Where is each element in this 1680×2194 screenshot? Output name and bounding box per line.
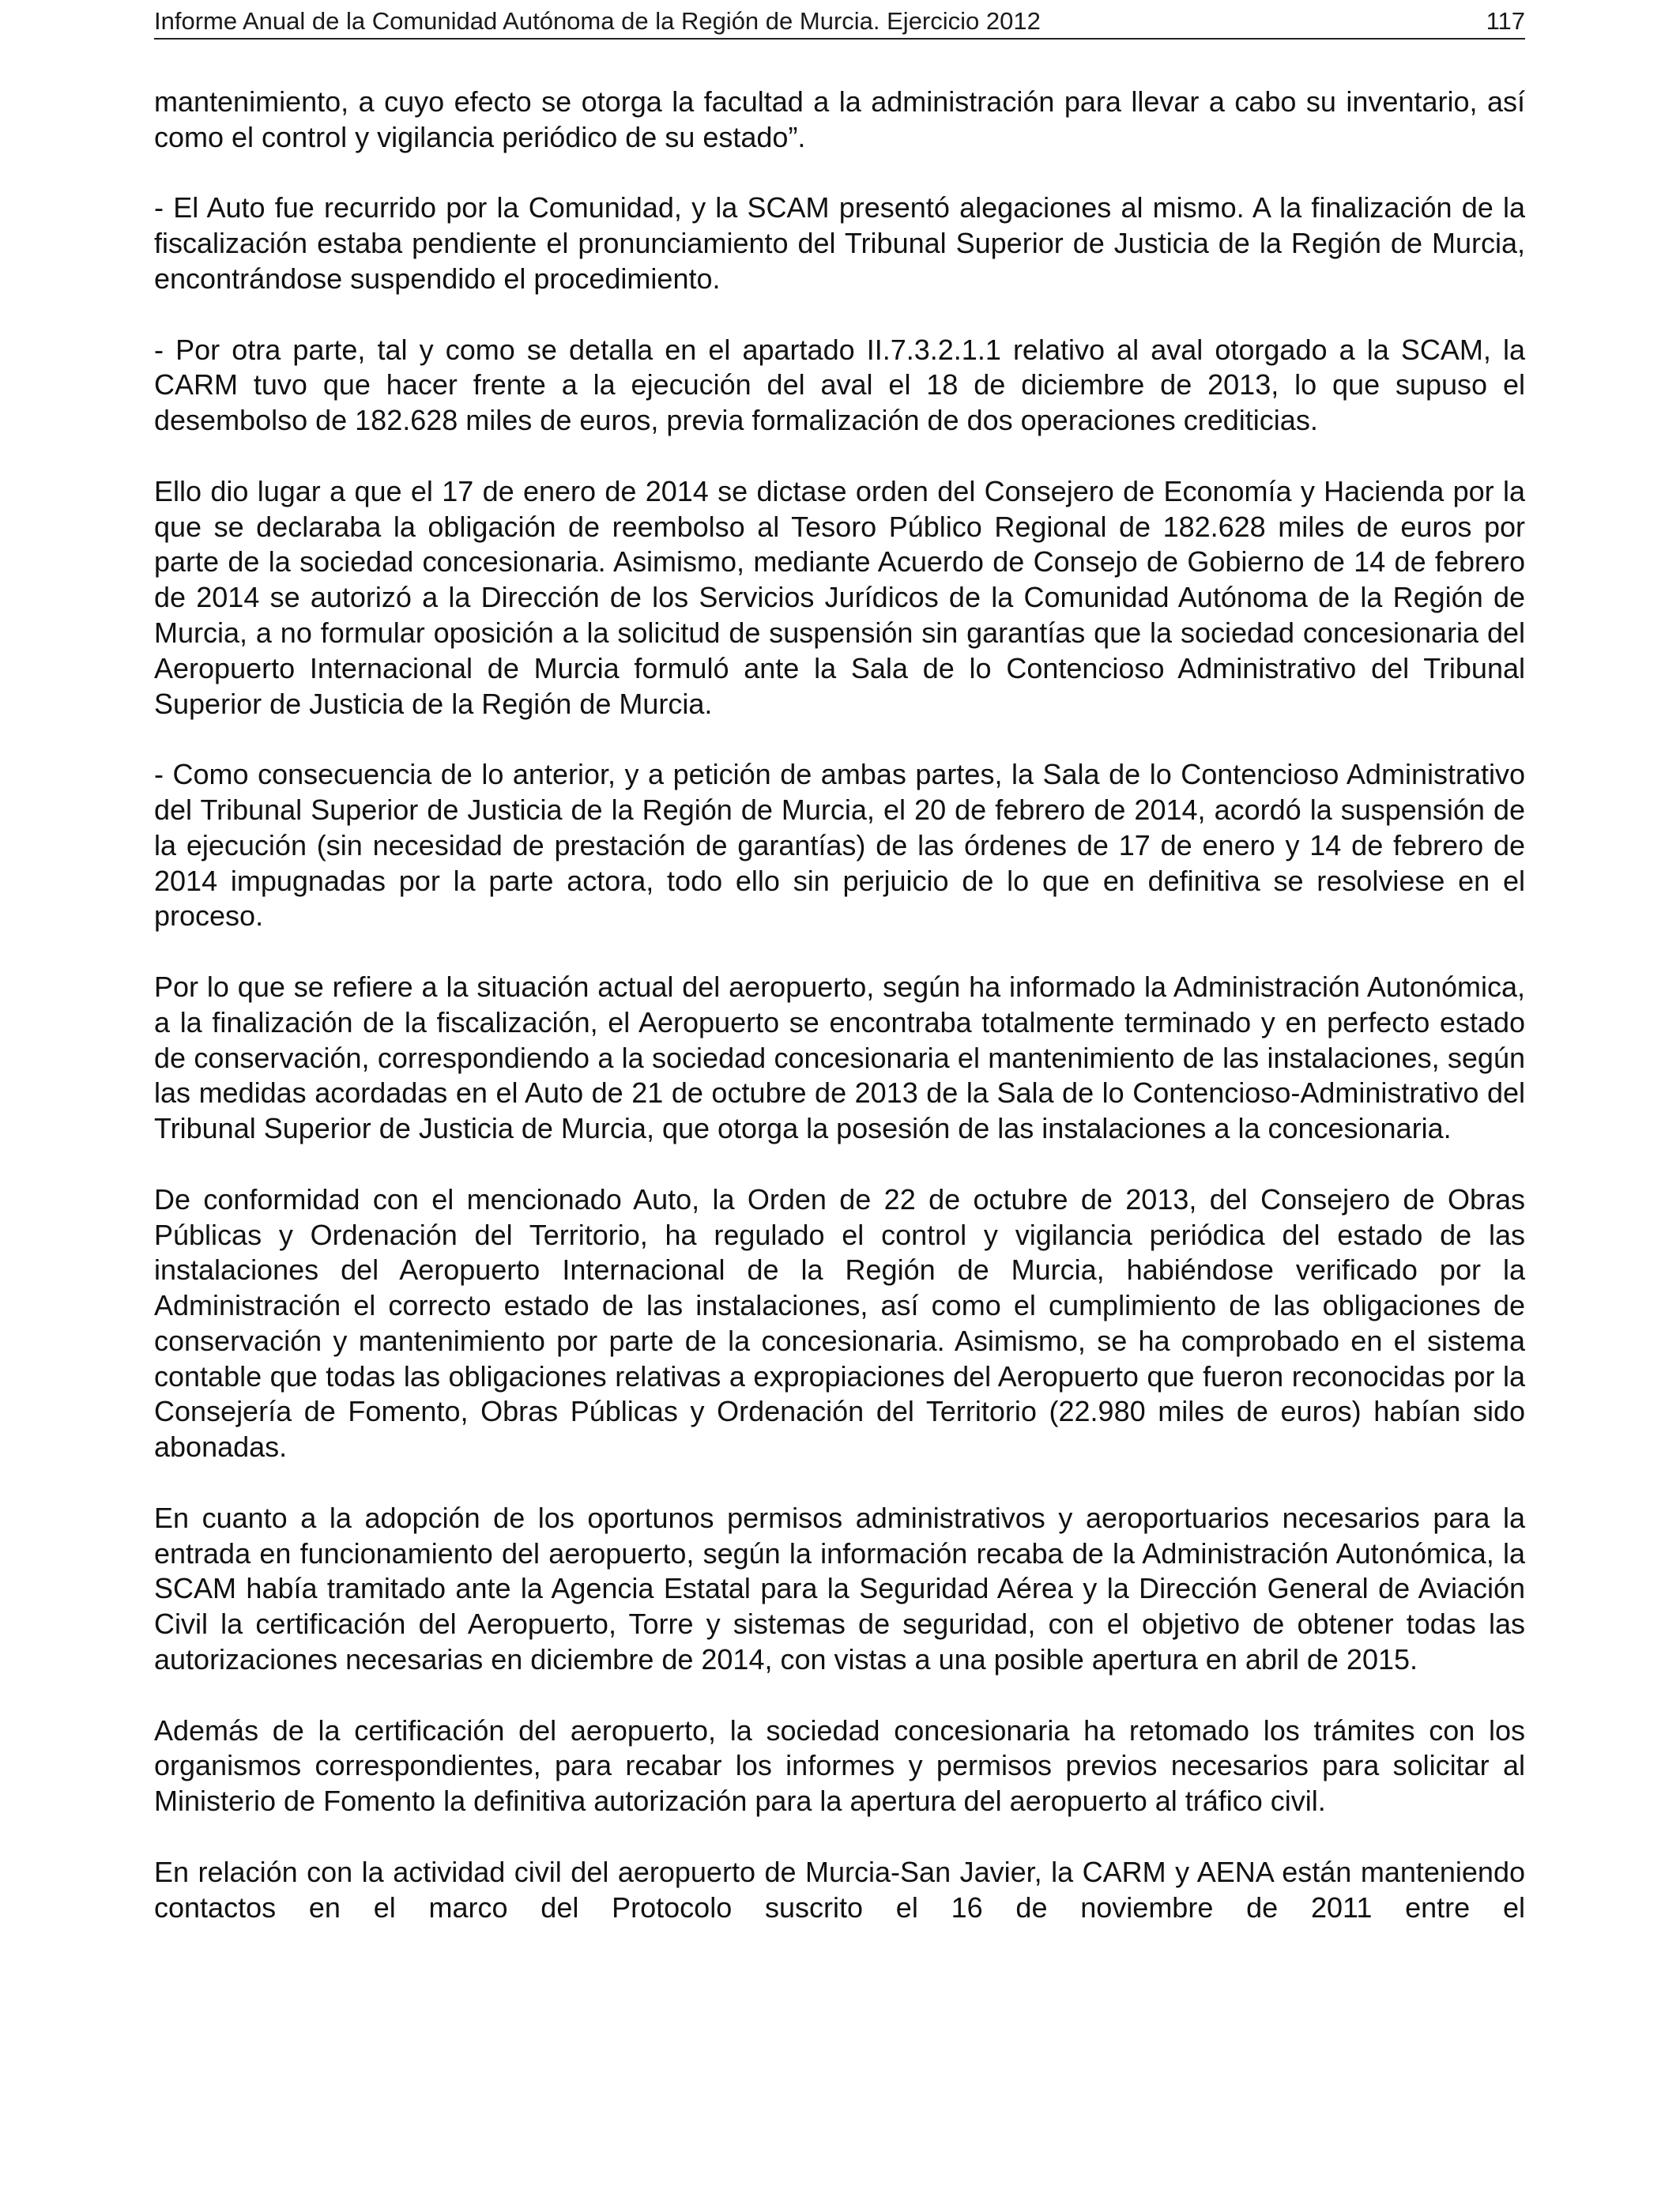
paragraph-5: - Como consecuencia de lo anterior, y a petición de ambas partes, la Sala de lo Contencioso Administrativo del Tribunal Superior de Justicia de la Región de Murcia, el 20 de febrero de 2014, acordó la suspensión de la ejecución (sin necesidad de prestación de garantías) de las órdenes de 17 de enero y 14 de febrero de 2014 impugnadas por la parte actora, todo ello sin perjuicio de lo que en definitiva se resolviese en el proceso. [154,758,1525,933]
header-title: Informe Anual de la Comunidad Autónoma de la Región de Murcia. Ejercicio 2012 [154,7,1041,35]
paragraph-9: Además de la certificación del aeropuerto, la sociedad concesionaria ha retomado los trámites con los organismos correspondientes, para recabar los informes y permisos previos necesarios para solicitar al Ministerio de Fomento la definitiva autorización para la apertura del aeropuerto al tráfico civil. [154,1713,1525,1818]
paragraph-8: En cuanto a la adopción de los oportunos permisos administrativos y aeroportuarios necesarios para la entrada en funcionamiento del aeropuerto, según la información recaba de la Administración Autonómica, la SCAM había tramitado ante la Agencia Estatal para la Seguridad Aérea y la Dirección General de Aviación Civil la certificación del Aeropuerto, Torre y sistemas de seguridad, con el objetivo de obtener todas las autorizaciones necesarias en diciembre de 2014, con vistas a una posible apertura en abril de 2015. [154,1501,1525,1676]
paragraph-10: En relación con la actividad civil del aeropuerto de Murcia-San Javier, la CARM y AENA están manteniendo contactos en el marco del Protocolo suscrito el 16 de noviembre de 2011 entre el [154,1855,1525,1924]
paragraph-6: Por lo que se refiere a la situación actual del aeropuerto, según ha informado la Administración Autonómica, a la finalización de la fiscalización, el Aeropuerto se encontraba totalmente terminado y en perfecto estado de conservación, correspondiendo a la sociedad concesionaria el mantenimiento de las instalaciones, según las medidas acordadas en el Auto de 21 de octubre de 2013 de la Sala de lo Contencioso-Administrativo del Tribunal Superior de Justicia de Murcia, que otorga la posesión de las instalaciones a la concesionaria. [154,970,1525,1145]
paragraph-7: De conformidad con el mencionado Auto, la Orden de 22 de octubre de 2013, del Consejero de Obras Públicas y Ordenación del Territorio, ha regulado el control y vigilancia periódica del estado de las instalaciones del Aeropuerto Internacional de la Región de Murcia, habiéndose verificado por la Administración el correcto estado de las instalaciones, así como el cumplimiento de las obligaciones de conservación y mantenimiento por parte de la concesionaria. Asimismo, se ha comprobado en el sistema contable que todas las obligaciones relativas a expropiaciones del Aeropuerto que fueron reconocidas por la Consejería de Fomento, Obras Públicas y Ordenación del Territorio (22.980 miles de euros) habían sido abonadas. [154,1182,1525,1464]
paragraph-2: - El Auto fue recurrido por la Comunidad, y la SCAM presentó alegaciones al mismo. A la finalización de la fiscalización estaba pendiente el pronunciamiento del Tribunal Superior de Justicia de la Región de Murcia, encontrándose suspendido el procedimiento. [154,191,1525,295]
page-body [154,85,1525,1925]
page-header [154,5,1525,40]
paragraph-4: Ello dio lugar a que el 17 de enero de 2014 se dictase orden del Consejero de Economía y Hacienda por la que se declaraba la obligación de reembolso al Tesoro Público Regional de 182.628 miles de euros por parte de la sociedad concesionaria. Asimismo, mediante Acuerdo de Consejo de Gobierno de 14 de febrero de 2014 se autorizó a la Dirección de los Servicios Jurídicos de la Comunidad Autónoma de la Región de Murcia, a no formular oposición a la solicitud de suspensión sin garantías que la sociedad concesionaria del Aeropuerto Internacional de Murcia formuló ante la Sala de lo Contencioso Administrativo del Tribunal Superior de Justicia de la Región de Murcia. [154,474,1525,720]
paragraph-3: - Por otra parte, tal y como se detalla en el apartado II.7.3.2.1.1 relativo al aval otorgado a la SCAM, la CARM tuvo que hacer frente a la ejecución del aval el 18 de diciembre de 2013, lo que supuso el desembolso de 182.628 miles de euros, previa formalización de dos operaciones crediticias. [154,333,1525,437]
paragraph-1: mantenimiento, a cuyo efecto se otorga la facultad a la administración para llevar a cabo su inventario, así como el control y vigilancia periódico de su estado”. [154,85,1525,153]
page-number: 117 [1486,7,1525,35]
